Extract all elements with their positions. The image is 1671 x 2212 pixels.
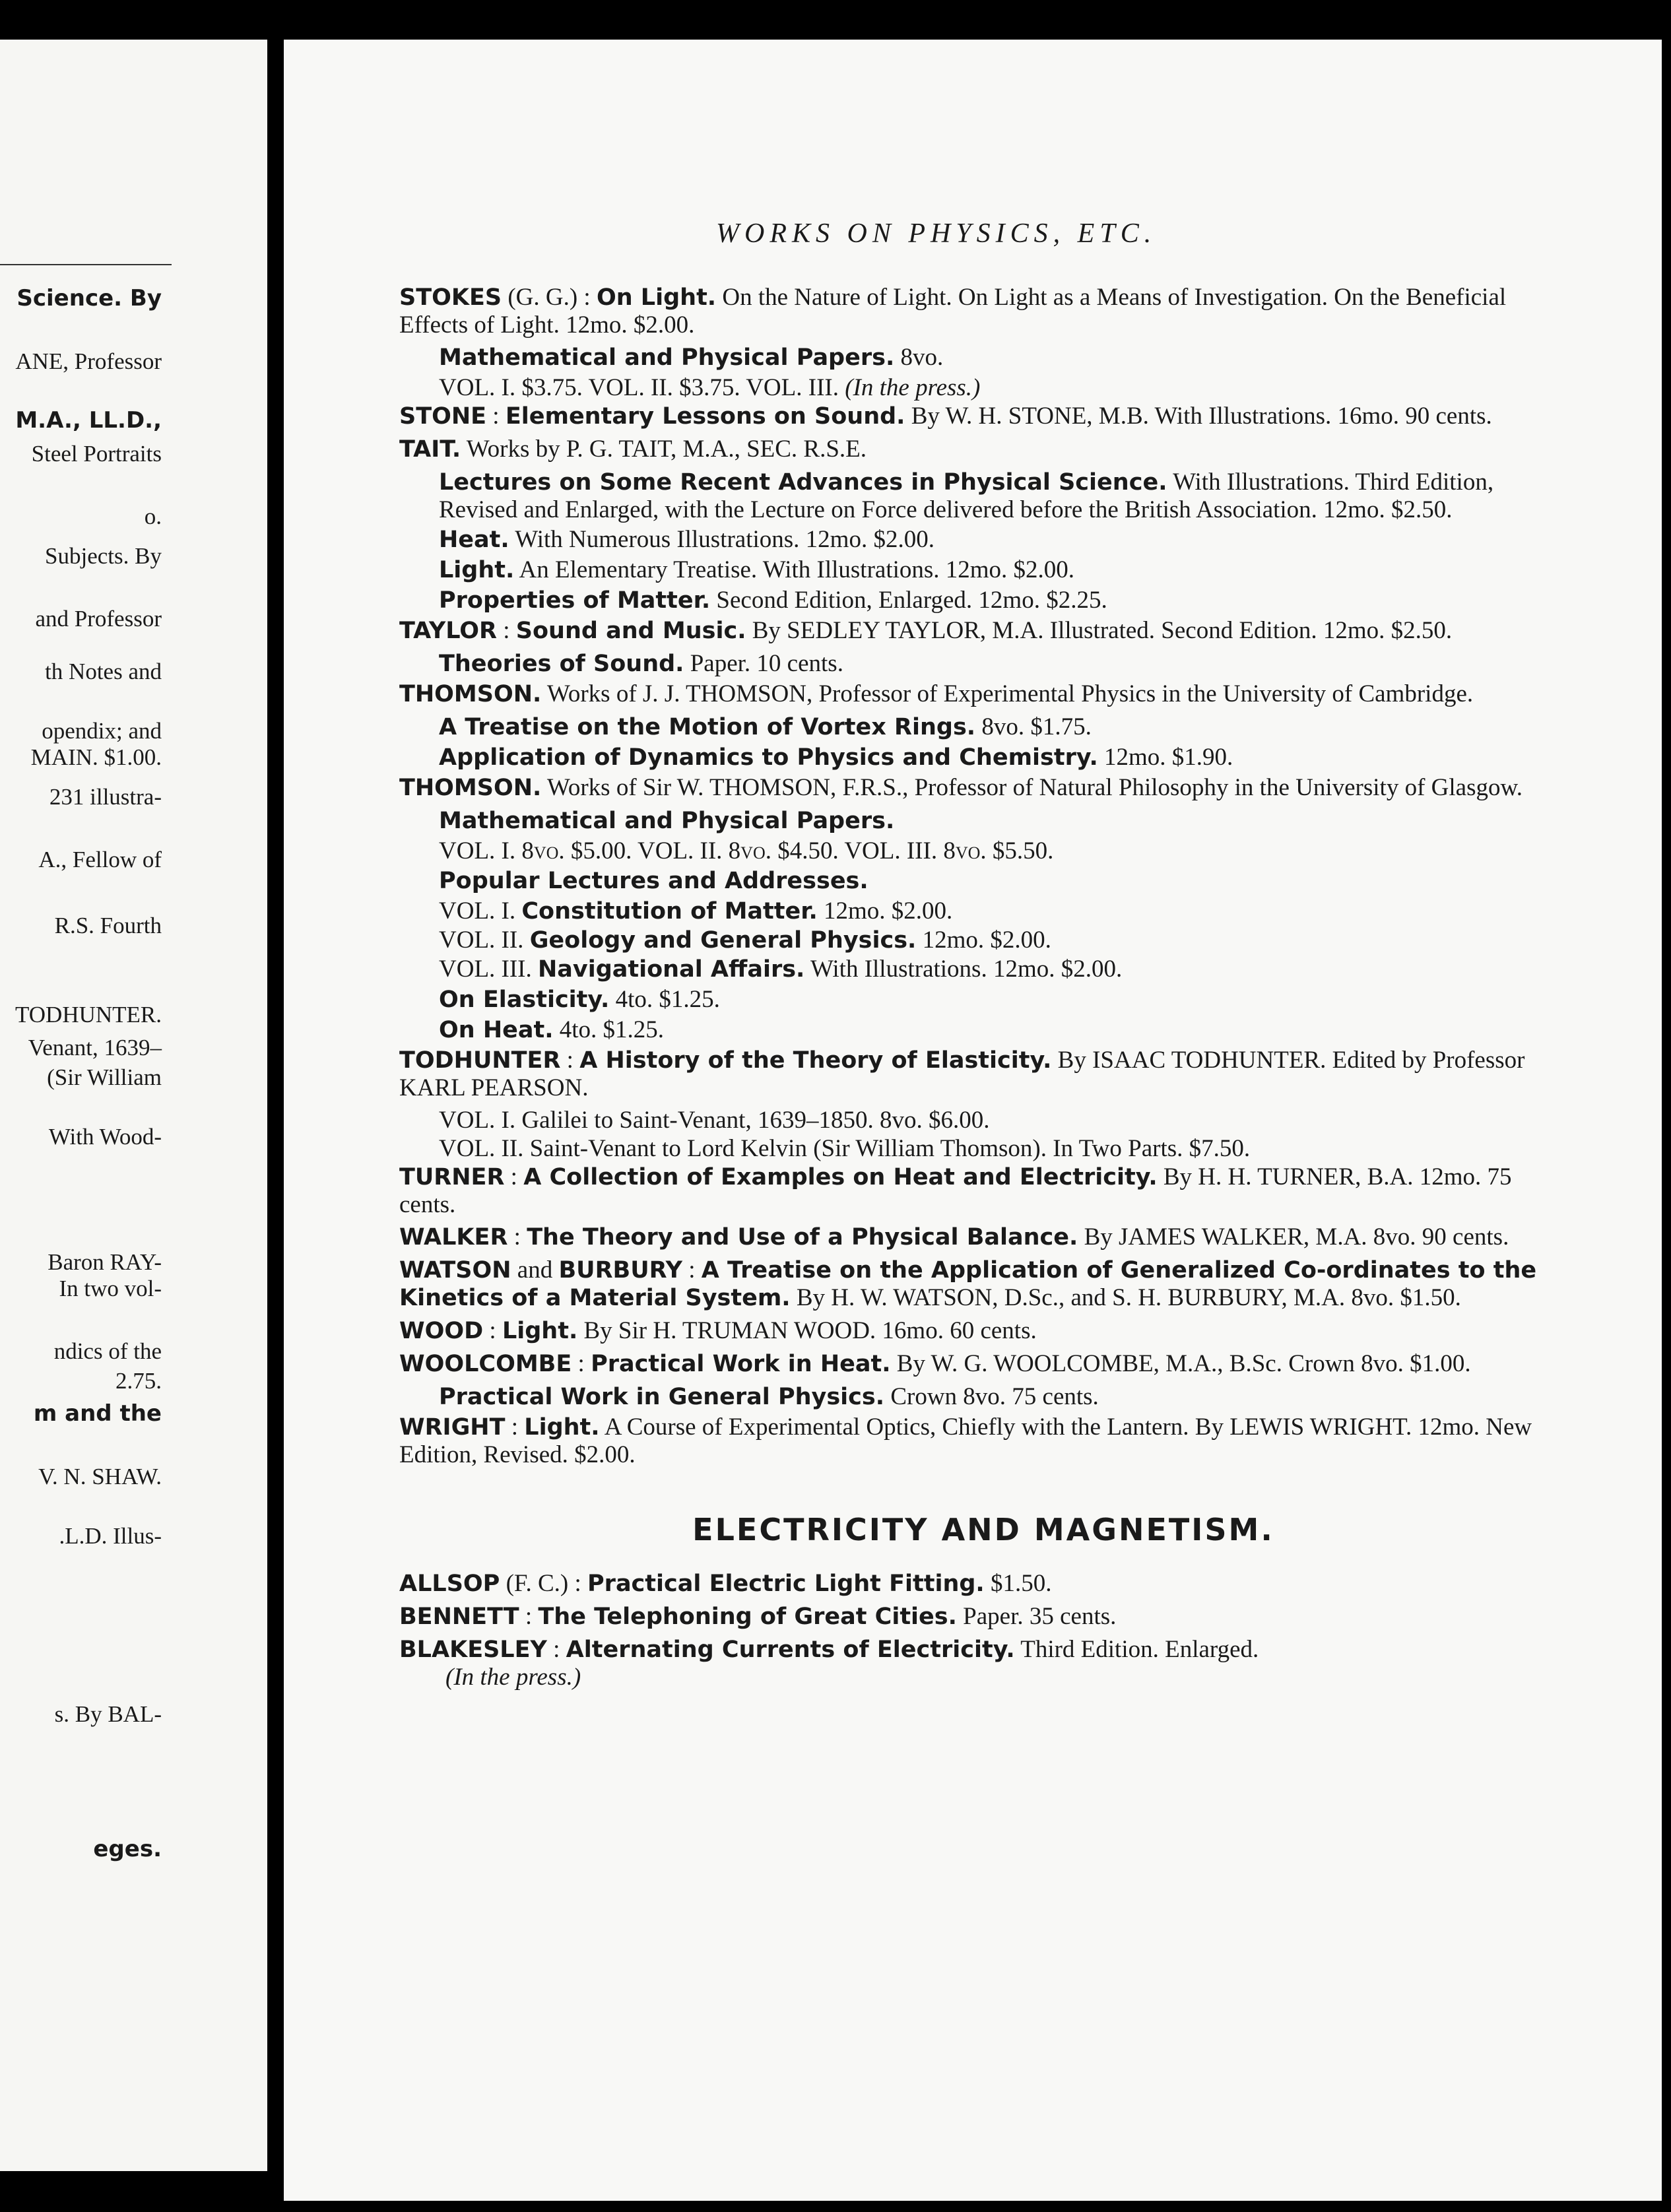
separator: : — [486, 403, 506, 430]
entry-details: With Illustrations. 12mo. $2.00. — [804, 956, 1123, 983]
book-title: Alternating Currents of Electricity. — [566, 1637, 1015, 1663]
left-line: 2.75. — [115, 1368, 162, 1394]
author-name: WALKER — [399, 1224, 508, 1251]
book-title: Navigational Affairs. — [538, 956, 805, 983]
entry-details: Works of J. J. THOMSON, Professor of Experimental Physics in the University of Cambridge. — [541, 680, 1474, 707]
entry-details: Third Edition. Enlarged. — [1014, 1636, 1259, 1663]
separator: : — [560, 1047, 580, 1074]
author-name: BLAKESLEY — [399, 1637, 547, 1663]
author-name: WATSON — [399, 1257, 511, 1284]
left-line: o. — [144, 504, 162, 529]
left-line: eges. — [93, 1836, 162, 1862]
book-title: A History of the Theory of Elasticity. — [579, 1047, 1052, 1074]
entry-details: Works by P. G. TAIT, M.A., SEC. R.S.E. — [461, 436, 867, 463]
left-line: With Wood- — [48, 1124, 162, 1150]
left-line: MAIN. $1.00. — [30, 744, 162, 770]
catalogue-entry-wood — [399, 1317, 1567, 1345]
entry-details: By SEDLEY TAYLOR, M.A. Illustrated. Second Edition. 12mo. $2.50. — [746, 617, 1453, 644]
left-line: A., Fellow of — [38, 847, 162, 872]
sub-entry — [399, 650, 1567, 678]
book-title: Lectures on Some Recent Advances in Physical Science. — [439, 469, 1167, 496]
entry-details: Works of Sir W. THOMSON, F.R.S., Professor of Natural Philosophy in the University of Glasgow. — [541, 774, 1523, 801]
left-line: V. N. SHAW. — [38, 1464, 162, 1489]
left-line: Science. By — [16, 285, 162, 311]
left-line: Baron RAY- — [48, 1249, 162, 1275]
volume-prices: VOL. I. $3.75. VOL. II. $3.75. VOL. III. — [439, 374, 839, 401]
entry-details: 8vo. $1.75. — [975, 713, 1092, 740]
separator: : — [508, 1223, 527, 1251]
left-line: and Professor — [35, 606, 162, 632]
catalogue-entry-tait — [399, 436, 1567, 463]
separator: : — [519, 1603, 539, 1630]
entry-details: 8vo. — [894, 344, 944, 371]
author-name: WRIGHT — [399, 1414, 506, 1441]
sub-entry — [399, 807, 1567, 835]
sub-entry — [399, 526, 1567, 554]
entry-details: 12mo. $1.90. — [1098, 744, 1233, 771]
left-line: Venant, 1639– — [28, 1035, 162, 1060]
entry-details: With Illustrations. Third Edition, Revised and Enlarged, with the Lecture on Force delivered before the British Association. 12mo. $2.50. — [439, 469, 1494, 523]
volume-line: VOL. I. Galilei to Saint-Venant, 1639–1850. 8vo. $6.00. — [439, 1107, 990, 1134]
sub-entry — [399, 587, 1567, 614]
sub-entry — [399, 744, 1567, 771]
entry-details: With Numerous Illustrations. 12mo. $2.00. — [509, 526, 934, 553]
author-name: TURNER — [399, 1164, 505, 1190]
left-line: opendix; and — [42, 718, 162, 744]
entry-details: Paper. 10 cents. — [684, 650, 843, 677]
volume-line — [399, 956, 1567, 983]
conjunction: and — [511, 1256, 559, 1284]
catalogue-entry-todhunter — [399, 1047, 1567, 1101]
volume-label: VOL. III. — [439, 956, 539, 983]
author-name: TAYLOR — [399, 618, 497, 644]
entry-details: 4to. $1.25. — [609, 986, 720, 1013]
book-title: Theories of Sound. — [439, 651, 684, 677]
volume-prices: VOL. I. 8vo. $5.00. VOL. II. 8vo. $4.50. VOL. III. 8vo. $5.50. — [439, 837, 1054, 864]
sub-entry — [399, 713, 1567, 741]
author-name: ALLSOP — [399, 1571, 500, 1597]
press-note: (In the press.) — [445, 1664, 581, 1691]
catalogue-entry-turner — [399, 1163, 1567, 1218]
entry-details: By H. W. WATSON, D.Sc., and S. H. BURBURY, M.A. 8vo. $1.50. — [790, 1284, 1461, 1311]
book-title: On Heat. — [439, 1017, 554, 1043]
entry-details: Crown 8vo. 75 cents. — [884, 1383, 1099, 1410]
main-page — [284, 40, 1662, 2201]
book-title: A Treatise on the Application of Generalized Co-ordinates to the Kinetics of a Material System. — [399, 1257, 1537, 1311]
entry-details: Second Edition, Enlarged. 12mo. $2.25. — [710, 587, 1107, 614]
left-line: 231 illustra- — [49, 784, 162, 810]
book-title: Light. — [502, 1318, 578, 1344]
entry-details: An Elementary Treatise. With Illustrations. 12mo. $2.00. — [514, 556, 1075, 583]
book-title: Constitution of Matter. — [521, 898, 818, 925]
separator: : — [504, 1163, 524, 1190]
book-title: Light. — [439, 557, 515, 583]
book-title: On Light. — [596, 284, 717, 311]
book-title: Elementary Lessons on Sound. — [505, 403, 905, 430]
book-title: On Elasticity. — [439, 987, 610, 1013]
separator: : — [572, 1350, 591, 1377]
entry-details: By W. G. WOOLCOMBE, M.A., B.Sc. Crown 8vo. $1.00. — [890, 1350, 1471, 1377]
sub-entry — [399, 986, 1567, 1014]
left-line: M.A., LL.D., — [15, 407, 162, 434]
book-title: Geology and General Physics. — [529, 927, 917, 954]
entry-details: By ISAAC TODHUNTER. Edited by Professor KARL PEARSON. — [399, 1047, 1525, 1101]
separator: : — [682, 1256, 702, 1284]
catalogue-entry-thomson-w — [399, 774, 1567, 802]
left-page-fragment — [0, 40, 267, 2171]
left-line: (Sir William — [47, 1064, 162, 1090]
entry-details: By Sir H. TRUMAN WOOD. 16mo. 60 cents. — [577, 1317, 1037, 1344]
entry-details: $1.50. — [984, 1570, 1052, 1597]
left-page-rule — [0, 264, 172, 265]
left-line: In two vol- — [59, 1276, 162, 1301]
book-title: Popular Lectures and Addresses. — [439, 868, 868, 894]
volume-label: VOL. II. — [439, 927, 530, 954]
left-line: m and the — [33, 1400, 162, 1427]
catalogue-entry-wright — [399, 1414, 1567, 1468]
left-line: ndics of the — [53, 1338, 162, 1364]
left-line: TODHUNTER. — [15, 1002, 162, 1027]
book-title: Mathematical and Physical Papers. — [439, 344, 895, 371]
catalogue-list — [399, 284, 1567, 1696]
left-line: ANE, Professor — [15, 348, 162, 374]
author-initials: (F. C.) : — [500, 1570, 588, 1597]
entry-details: By W. H. STONE, M.B. With Illustrations. 16mo. 90 cents. — [905, 403, 1492, 430]
author-name: TODHUNTER — [399, 1047, 561, 1074]
catalogue-entry-allsop — [399, 1570, 1567, 1598]
entry-details: 12mo. $2.00. — [817, 897, 953, 925]
author-name: STOKES — [399, 284, 502, 311]
left-line: s. By BAL- — [54, 1701, 162, 1727]
press-note: (In the press.) — [845, 374, 981, 401]
left-line: th Notes and — [45, 659, 162, 684]
author-name: BURBURY — [558, 1257, 682, 1284]
author-initials: (G. G.) : — [502, 284, 597, 311]
catalogue-entry-thomson-jj — [399, 680, 1567, 708]
book-title: Properties of Matter. — [439, 587, 711, 614]
entry-details: By JAMES WALKER, M.A. 8vo. 90 cents. — [1078, 1223, 1509, 1251]
volume-line — [399, 927, 1567, 954]
catalogue-entry-taylor — [399, 617, 1567, 645]
catalogue-entry-woolcombe — [399, 1350, 1567, 1378]
left-line: .L.D. Illus- — [59, 1523, 162, 1549]
author-name: WOOLCOMBE — [399, 1351, 572, 1377]
left-line: Subjects. By — [45, 543, 162, 569]
left-line: R.S. Fourth — [54, 913, 162, 938]
separator: : — [483, 1317, 502, 1344]
author-name: TAIT. — [399, 436, 461, 463]
book-title: A Treatise on the Motion of Vortex Rings. — [439, 714, 976, 740]
author-name: WOOD — [399, 1318, 484, 1344]
entry-details: By H. H. TURNER, B.A. 12mo. 75 cents. — [399, 1163, 1512, 1218]
sub-entry — [399, 1383, 1567, 1411]
separator: : — [505, 1414, 525, 1441]
author-name: THOMSON. — [399, 775, 542, 801]
book-title: Sound and Music. — [515, 618, 746, 644]
author-name: STONE — [399, 403, 487, 430]
book-title: Practical Work in General Physics. — [439, 1384, 885, 1410]
author-name: BENNETT — [399, 1604, 519, 1630]
entry-details: 4to. $1.25. — [553, 1016, 665, 1043]
catalogue-entry-walker — [399, 1223, 1567, 1251]
book-title: Practical Work in Heat. — [591, 1351, 891, 1377]
volume-line — [399, 897, 1567, 925]
book-title: A Collection of Examples on Heat and Electricity. — [523, 1164, 1158, 1190]
catalogue-entry-stokes — [399, 284, 1567, 339]
sub-entry — [399, 344, 1567, 372]
left-line: Steel Portraits — [31, 441, 162, 467]
entry-details: A Course of Experimental Optics, Chiefly with the Lantern. By LEWIS WRIGHT. 12mo. New Edition, Revised. $2.00. — [399, 1414, 1532, 1468]
book-title: Light. — [524, 1414, 600, 1441]
sub-entry — [399, 867, 1567, 895]
running-head: WORKS ON PHYSICS, ETC. — [716, 218, 1157, 249]
entry-details: On the Nature of Light. On Light as a Means of Investigation. On the Beneficial Effects of Light. 12mo. $2.00. — [399, 284, 1507, 339]
book-title: Mathematical and Physical Papers. — [439, 808, 895, 834]
catalogue-entry-stone — [399, 403, 1567, 430]
book-title: The Telephoning of Great Cities. — [538, 1604, 957, 1630]
separator: : — [546, 1636, 566, 1663]
entry-details: Paper. 35 cents. — [956, 1603, 1117, 1630]
sub-entry — [399, 1016, 1567, 1044]
section-heading: ELECTRICITY AND MAGNETISM. — [692, 1512, 1274, 1547]
sub-entry — [399, 556, 1567, 584]
volume-line: VOL. II. Saint-Venant to Lord Kelvin (Sir William Thomson). In Two Parts. $7.50. — [439, 1135, 1251, 1162]
book-title: The Theory and Use of a Physical Balance. — [527, 1224, 1078, 1251]
book-title: Application of Dynamics to Physics and Chemistry. — [439, 744, 1098, 771]
sub-entry — [399, 469, 1567, 523]
volume-label: VOL. I. — [439, 897, 522, 925]
volume-line — [399, 374, 1567, 401]
author-name: THOMSON. — [399, 681, 542, 707]
book-title: Practical Electric Light Fitting. — [587, 1571, 985, 1597]
catalogue-entry-blakesley — [399, 1636, 1567, 1691]
catalogue-entry-watson — [399, 1256, 1567, 1312]
separator: : — [497, 617, 516, 644]
catalogue-entry-bennett — [399, 1603, 1567, 1631]
entry-details: 12mo. $2.00. — [916, 927, 1051, 954]
book-title: Heat. — [439, 527, 509, 553]
